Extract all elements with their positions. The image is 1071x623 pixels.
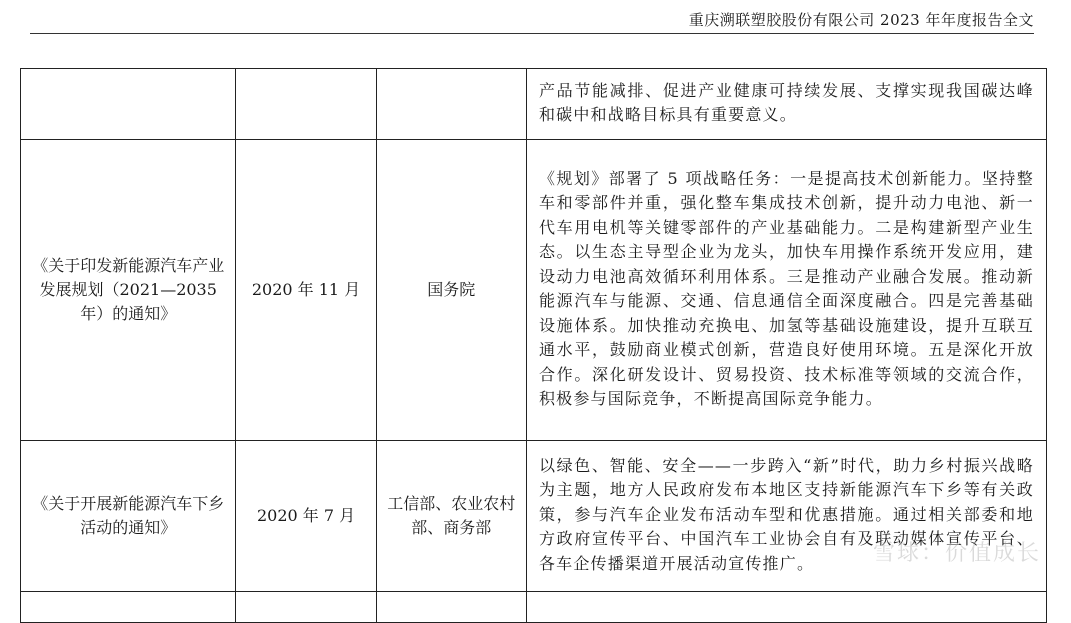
policy-date-cell: 2020 年 11 月 <box>236 140 376 441</box>
policy-content-cell: 产品节能减排、促进产业健康可持续发展、支撑实现我国碳达峰和碳中和战略目标具有重要意义。 <box>526 69 1046 140</box>
policy-name-cell: 《关于开展新能源汽车下乡活动的通知》 <box>21 441 236 592</box>
table-row <box>21 592 1047 623</box>
empty-cell <box>236 592 376 623</box>
policy-content-cell: 《规划》部署了 5 项战略任务：一是提高技术创新能力。坚持整车和零部件并重，强化整车集成技术创新，提升动力电池、新一代车用电机等关键零部件的产业基础能力。二是构建新型产业生态。以生态主导型企业为龙头，加快车用操作系统开发应用，建设动力电池高效循环利用体系。三是推动产业融合发展。推动新能源汽车与能源、交通、信息通信全面深度融合。四是完善基础设施体系。加快推动充换电、加氢等基础设施建设，提升互联互通水平，鼓励商业模式创新，营造良好使用环境。五是深化开放合作。深化研发设计、贸易投资、技术标准等领域的交流合作，积极参与国际竞争，不断提高国际竞争能力。 <box>526 140 1046 441</box>
policy-content-cell: 以绿色、智能、安全——一步跨入“新”时代，助力乡村振兴战略为主题，地方人民政府发布本地区支持新能源汽车下乡等有关政策，参与汽车企业发布活动车型和优惠措施。通过相关部委和地方政府宣传平台、中国汽车工业协会自有及联动媒体宣传平台、各车企传播渠道开展活动宣传推广。 <box>526 441 1046 592</box>
report-header <box>30 0 1034 34</box>
policy-date-cell: 2020 年 7 月 <box>236 441 376 592</box>
policy-issuer-cell: 国务院 <box>376 140 526 441</box>
table-row <box>21 140 1047 441</box>
table-row <box>21 441 1047 592</box>
policy-name-cell <box>21 69 236 140</box>
watermark: 雪球：价值成长 <box>872 541 1041 566</box>
policy-date-cell <box>236 69 376 140</box>
empty-cell <box>526 592 1046 623</box>
policy-issuer-cell <box>376 69 526 140</box>
empty-cell <box>21 592 236 623</box>
policy-issuer-cell: 工信部、农业农村部、商务部 <box>376 441 526 592</box>
policy-name-cell: 《关于印发新能源汽车产业发展规划（2021—2035年）的通知》 <box>21 140 236 441</box>
table-row <box>21 69 1047 140</box>
empty-cell <box>376 592 526 623</box>
report-title: 重庆溯联塑胶股份有限公司 2023 年年度报告全文 <box>688 11 1034 29</box>
